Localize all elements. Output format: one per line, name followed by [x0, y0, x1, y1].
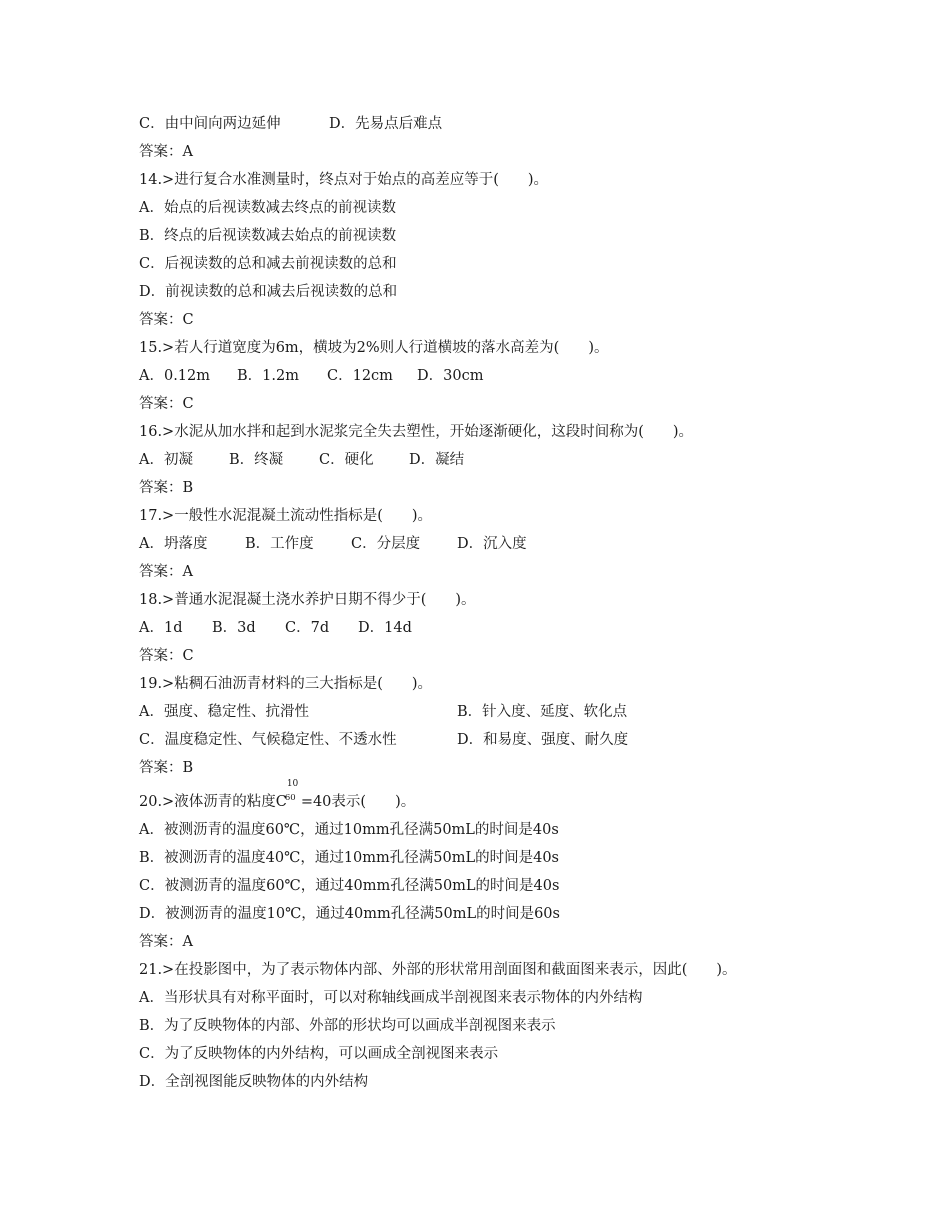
q20-option-a: A．被测沥青的温度60℃，通过10mm孔径满50mL的时间是40s: [139, 822, 559, 838]
q14-option-b: B．终点的后视读数减去始点的前视读数: [139, 228, 397, 244]
q17-answer: 答案：A: [139, 564, 193, 580]
q17-stem: 17.>一般性水泥混凝土流动性指标是( )。: [139, 508, 433, 524]
question-list: [139, 110, 839, 1096]
q18-option-b: B．3d: [212, 620, 256, 636]
q20-option-b: B．被测沥青的温度40℃，通过10mm孔径满50mL的时间是40s: [139, 850, 559, 866]
q18-option-c: C．7d: [285, 620, 330, 636]
q19-answer: 答案：B: [139, 760, 194, 776]
q14-option-c: C．后视读数的总和减去前视读数的总和: [139, 256, 397, 272]
q14-stem: 14.>进行复合水准测量时，终点对于始点的高差应等于( )。: [139, 172, 549, 188]
q14-option-d: D．前视读数的总和减去后视读数的总和: [139, 284, 398, 300]
q16-stem: 16.>水泥从加水拌和起到水泥浆完全失去塑性，开始逐渐硬化，这段时间称为( )。: [139, 424, 694, 440]
q13-option-d: D．先易点后难点: [329, 116, 443, 132]
q16-option-b: B．终凝: [229, 452, 284, 468]
q18-option-d: D．14d: [358, 620, 412, 636]
q19-option-c: C．温度稳定性、气候稳定性、不透水性: [139, 732, 397, 748]
q21-stem: 21.>在投影图中，为了表示物体内部、外部的形状常用剖面图和截面图来表示，因此( )。: [139, 962, 737, 978]
q15-option-c: C．12cm: [327, 368, 393, 384]
q13-answer: 答案：A: [139, 144, 193, 160]
q20-subscript: 60: [284, 793, 296, 803]
q16-option-a: A．初凝: [139, 452, 193, 468]
q18-stem: 18.>普通水泥混凝土浇水养护日期不得少于( )。: [139, 592, 476, 608]
q17-option-c: C．分层度: [351, 536, 421, 552]
q21-option-a: A．当形状具有对称平面时，可以对称轴线画成半剖视图来表示物体的内外结构: [139, 990, 643, 1006]
q16-option-c: C．硬化: [319, 452, 374, 468]
q14-option-a: A．始点的后视读数减去终点的前视读数: [139, 200, 396, 216]
q20-option-c: C．被测沥青的温度60℃，通过40mm孔径满50mL的时间是40s: [139, 878, 560, 894]
q20-answer: 答案：A: [139, 934, 193, 950]
q20-stem-post: =40表示( )。: [300, 794, 416, 810]
q20-viscosity-notation: [284, 779, 301, 806]
q18-option-a: A．1d: [139, 620, 183, 636]
q20-stem: [139, 779, 839, 816]
q19-option-b: B．针入度、延度、软化点: [457, 704, 628, 720]
q15-option-b: B．1.2m: [237, 368, 299, 384]
q14-answer: 答案：C: [139, 312, 194, 328]
q13-option-c: C．由中间向两边延伸: [139, 116, 281, 132]
q19-options-row1: [139, 698, 839, 726]
q19-option-a: A．强度、稳定性、抗滑性: [139, 704, 309, 720]
q21-option-c: C．为了反映物体的内外结构，可以画成全剖视图来表示: [139, 1046, 499, 1062]
q16-option-d: D．凝结: [409, 452, 465, 468]
q17-option-b: B．工作度: [245, 536, 314, 552]
q15-option-a: A．0.12m: [139, 368, 211, 384]
q13-options: [139, 110, 839, 138]
q21-option-d: D．全剖视图能反映物体的内外结构: [139, 1074, 369, 1090]
q20-option-d: D．被测沥青的温度10℃，通过40mm孔径满50mL的时间是60s: [139, 906, 560, 922]
q18-options: [139, 614, 839, 642]
q15-stem: 15.>若人行道宽度为6m，横坡为2%则人行道横坡的落水高差为( )。: [139, 340, 609, 356]
q15-options: [139, 362, 839, 390]
q16-answer: 答案：B: [139, 480, 194, 496]
q17-option-a: A．坍落度: [139, 536, 208, 552]
q20-superscript: 10: [286, 779, 299, 789]
q18-answer: 答案：C: [139, 648, 194, 664]
q16-options: [139, 446, 839, 474]
q17-option-d: D．沉入度: [457, 536, 527, 552]
q20-stem-pre: 20.>液体沥青的粘度C: [139, 794, 287, 810]
q19-stem: 19.>粘稠石油沥青材料的三大指标是( )。: [139, 676, 433, 692]
q15-option-d: D．30cm: [417, 368, 484, 384]
q17-options: [139, 530, 839, 558]
q19-options-row2: [139, 726, 839, 754]
q21-option-b: B．为了反映物体的内部、外部的形状均可以画成半剖视图来表示: [139, 1018, 556, 1034]
q19-option-d: D．和易度、强度、耐久度: [457, 732, 629, 748]
q15-answer: 答案：C: [139, 396, 194, 412]
